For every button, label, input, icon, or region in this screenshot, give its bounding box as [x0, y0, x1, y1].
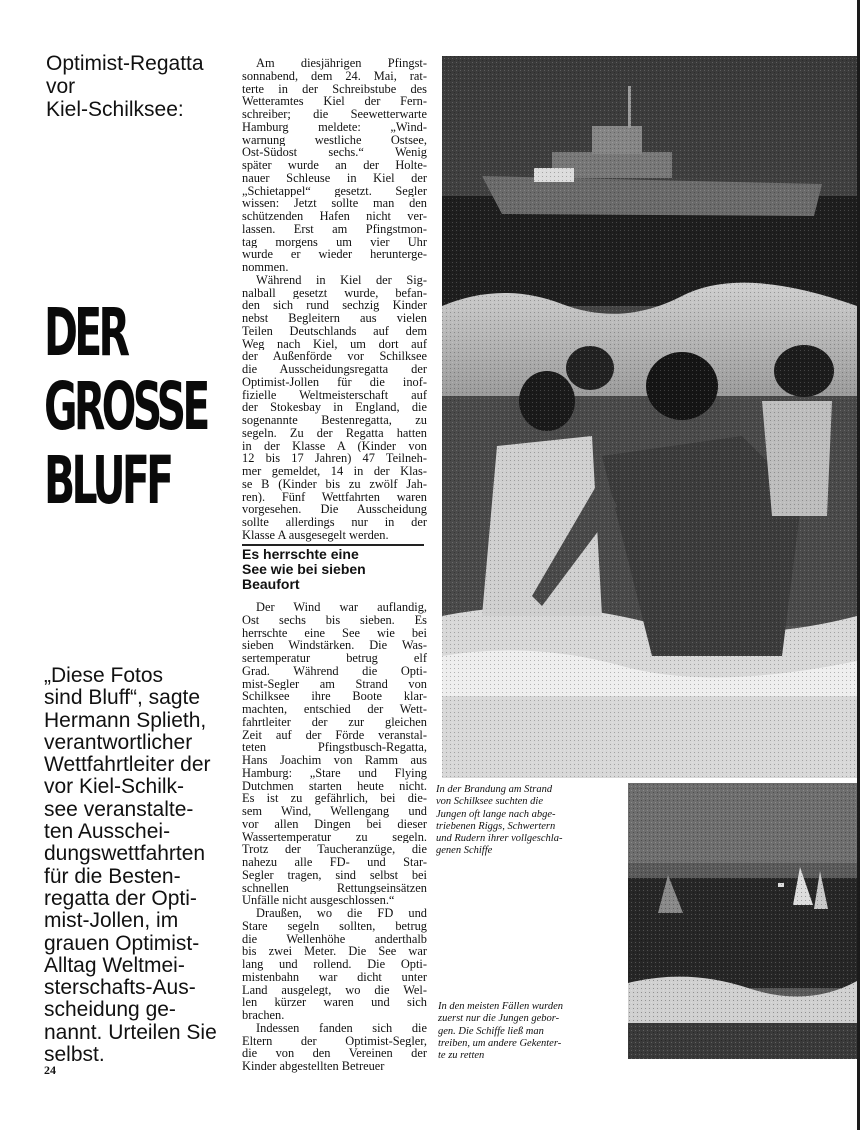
body-text-line: den sich rund sechzig Kinder: [242, 299, 427, 312]
body-text-line: herrschte eine See wie bei: [242, 626, 427, 640]
body-text-line: die von den Vereinen der: [242, 1047, 427, 1060]
body-text-line: Draußen, wo die FD und: [256, 907, 427, 920]
kicker-line: Optimist-Regatta: [46, 52, 204, 75]
body-text-line: Hamburg meldete: „Wind-: [242, 120, 427, 134]
subhead-line: Beaufort: [242, 576, 300, 592]
body-text-line: segeln. Zu der Regatta hatten: [242, 426, 427, 440]
body-text-line: wurde er wieder herunterge-: [242, 248, 427, 261]
body-text-line: lassen. Erst am Pfingstmon-: [242, 222, 427, 236]
caption-line: gen. Die Schiffe ließ man: [438, 1025, 544, 1037]
body-text-line: vorgesehen. Die Ausscheidung: [242, 503, 427, 516]
caption-line: te zu retten: [438, 1050, 485, 1062]
deck-line: sterschafts-Aus-: [44, 976, 196, 1000]
body-text-line: „Schietappel“ gesetzt. Segler: [242, 184, 427, 198]
secondary-photo-caption: [438, 1001, 563, 1062]
body-column-top: [242, 57, 427, 542]
body-text-line: se B (Kinder bis zu zwölf Jah-: [242, 477, 427, 491]
body-text-line: sonnabend, dem 24. Mai, rat-: [242, 69, 427, 83]
deck-line: regatta der Opti-: [44, 886, 197, 910]
body-text-line: vor allen Dingen bei dieser: [242, 817, 427, 831]
body-text-line: ren). Fünf Wettfahrten waren: [242, 490, 427, 504]
headline-line: DER: [44, 294, 127, 371]
deck-line: Wettfahrtleiter der: [44, 753, 211, 777]
body-text-line: teten Pfingstbusch-Regatta,: [242, 741, 427, 754]
body-column-bottom: [242, 601, 427, 1073]
body-text-line: 12 bis 17 Jahren) 47 Teilneh-: [242, 452, 427, 465]
deck-line: Alltag Weltmei-: [44, 953, 185, 977]
page-edge-shadow: [857, 0, 860, 1130]
body-text-line: Schilksee ihre Boote klar-: [242, 690, 427, 703]
headline-line: GROSSE: [44, 368, 207, 445]
body-text-line: wissen: Jetzt sollte man den: [242, 197, 427, 210]
caption-line: triebenen Riggs, Schwertern: [436, 820, 556, 832]
body-text-line: die Wellenhöhe anderthalb: [242, 932, 427, 946]
body-text-line: Wetteramtes Kiel der Fern-: [242, 95, 427, 108]
caption-line: von Schilksee suchten die: [436, 796, 543, 808]
body-text-line: Stare segeln sollten, betrug: [242, 919, 427, 933]
body-text-line: lang und rollend. Die Opti-: [242, 958, 427, 971]
deck-line: vor Kiel-Schilk-: [44, 775, 185, 799]
headline: [44, 294, 207, 519]
subhead-line: Es herrschte eine: [242, 546, 359, 562]
caption-line: genen Schiffe: [436, 845, 493, 857]
body-text-line: brachen.: [242, 1009, 285, 1022]
body-text-line: Eltern der Optimist-Segler,: [242, 1034, 427, 1048]
body-text-line: nebst Begleitern aus vielen: [242, 312, 427, 325]
page-number: 24: [44, 1063, 56, 1077]
body-text-line: Ost sechs bis sieben. Es: [242, 613, 427, 627]
body-text-line: der Außenförde vor Schilksee: [242, 350, 427, 363]
body-text-line: die Ausscheidungsregatta der: [242, 363, 427, 376]
body-text-line: Grad. Während die Opti-: [242, 664, 427, 678]
deck-line: scheidung ge-: [44, 998, 176, 1022]
deck-line: dungswettfahrten: [44, 842, 206, 866]
deck-line: see veranstalte-: [44, 797, 194, 821]
caption-line: zuerst nur die Jungen gebor-: [438, 1013, 560, 1025]
body-text-line: Segler tragen, sind selbst bei: [242, 868, 427, 882]
secondary-photo: [628, 783, 857, 1059]
body-text-line: Teilen Deutschlands auf dem: [242, 324, 427, 338]
kicker: [46, 52, 236, 121]
main-photo-caption: [436, 784, 562, 858]
body-text-line: fahrtleiter der zur gleichen: [242, 715, 427, 729]
body-text-line: in der Klasse A (Kinder von: [242, 439, 427, 453]
caption-line: treiben, um andere Gekenter-: [438, 1037, 562, 1049]
caption-line: Jungen oft lange nach abge-: [436, 808, 556, 820]
body-text-line: Dutchmen starten heute nicht.: [242, 779, 427, 793]
body-text-line: sertemperatur betrug elf: [242, 652, 427, 665]
deck-line: „Diese Fotos: [44, 664, 164, 687]
body-text-line: Hans Joachim von Ramm aus: [242, 754, 427, 767]
body-text-line: Ost-Südost sechs.“ Wenig: [242, 146, 427, 159]
body-text-line: fizielle Weltmeisterschaft auf: [242, 388, 427, 402]
deck-line: Hermann Splieth,: [44, 708, 207, 732]
body-text-line: mist-Segler am Strand von: [242, 677, 427, 691]
headline-line: BLUFF: [44, 442, 171, 519]
body-text-line: Hamburg: „Stare und Flying: [242, 766, 427, 780]
main-photo: [442, 56, 857, 778]
caption-line: In der Brandung am Strand: [436, 784, 553, 795]
deck-line: nannt. Urteilen Sie: [44, 1020, 217, 1044]
body-text-line: Am diesjährigen Pfingst-: [256, 57, 427, 70]
body-text-line: Wassertemperatur zu segeln.: [242, 830, 427, 844]
body-text-line: Indessen fanden sich die: [256, 1021, 427, 1035]
body-text-line: sollte allerdings nur in der: [242, 516, 427, 529]
body-text-line: nalball gesetzt wurde, befan-: [242, 286, 427, 300]
main-photo-image: [442, 56, 857, 778]
caption-line: In den meisten Fällen wurden: [438, 1001, 564, 1012]
body-text-line: sem Wind, Wellengang und: [242, 805, 427, 818]
body-text-line: sieben Windstärken. Die Was-: [242, 639, 427, 652]
deck-line: grauen Optimist-: [44, 931, 200, 955]
body-text-line: terte in der Schreibstube des: [242, 82, 427, 96]
body-text-line: Es ist zu gefährlich, bei die-: [242, 792, 427, 805]
body-text-line: Trotz der Taucheranzüge, die: [242, 843, 427, 856]
body-text-line: len kürzer waren und sich: [242, 996, 427, 1009]
body-text-line: Zeit auf der Förde veranstal-: [242, 728, 427, 742]
body-text-line: schützenden Hafen nicht ver-: [242, 210, 427, 223]
body-text-line: nauer Schleuse in Kiel der: [242, 171, 427, 185]
body-text-line: der Stokesbay in England, die: [242, 401, 427, 414]
body-text-line: Klasse A ausgesegelt werden.: [242, 528, 389, 542]
body-text-line: Weg nach Kiel, um dort auf: [242, 337, 427, 351]
body-text-line: schnellen Rettungseinsätzen: [242, 881, 427, 895]
body-text-line: Land ausgelegt, wo die Wel-: [242, 983, 427, 997]
body-text-line: mistenbahn war dicht unter: [242, 970, 427, 984]
body-text-line: Während in Kiel der Sig-: [256, 273, 427, 287]
subhead: [242, 547, 427, 592]
body-text-line: Der Wind war auflandig,: [256, 601, 427, 614]
caption-line: und Rudern ihrer vollgeschla-: [436, 833, 563, 845]
deck-line: für die Besten-: [44, 864, 181, 888]
body-text-line: nahezu alle FD- und Star-: [242, 856, 427, 869]
body-text-line: mer gemeldet, 14 in der Klas-: [242, 465, 427, 478]
body-text-line: sogenannte Bestenregatta, zu: [242, 414, 427, 427]
secondary-photo-image: [628, 783, 857, 1059]
body-text-line: bis zwei Meter. Die See war: [242, 945, 427, 958]
body-text-line: schreiber; die Seewetterwarte: [242, 108, 427, 121]
body-text-line: machten, entschied der Wett-: [242, 703, 427, 716]
kicker-line: vor: [46, 75, 76, 98]
body-text-line: Optimist-Jollen für die inof-: [242, 375, 427, 389]
body-text-line: tag morgens um vier Uhr: [242, 235, 427, 249]
subhead-line: See wie bei sieben: [242, 561, 366, 577]
body-text-line: nommen.: [242, 261, 289, 274]
kicker-line: Kiel-Schilksee:: [46, 98, 184, 121]
body-text-line: Kinder abgestellten Betreuer: [242, 1060, 385, 1073]
body-text-line: später wurde an der Holte-: [242, 159, 427, 172]
deck-line: mist-Jollen, im: [44, 909, 179, 933]
deck-quote: [44, 665, 244, 1066]
deck-line: sind Bluff“, sagte: [44, 686, 201, 710]
body-text-line: Unfälle nicht ausgeschlossen.“: [242, 894, 395, 907]
body-text-line: warnung westliche Ostsee,: [242, 133, 427, 147]
deck-line: selbst.: [44, 1043, 105, 1067]
deck-line: ten Ausschei-: [44, 820, 171, 844]
deck-line: verantwortlicher: [44, 730, 193, 754]
